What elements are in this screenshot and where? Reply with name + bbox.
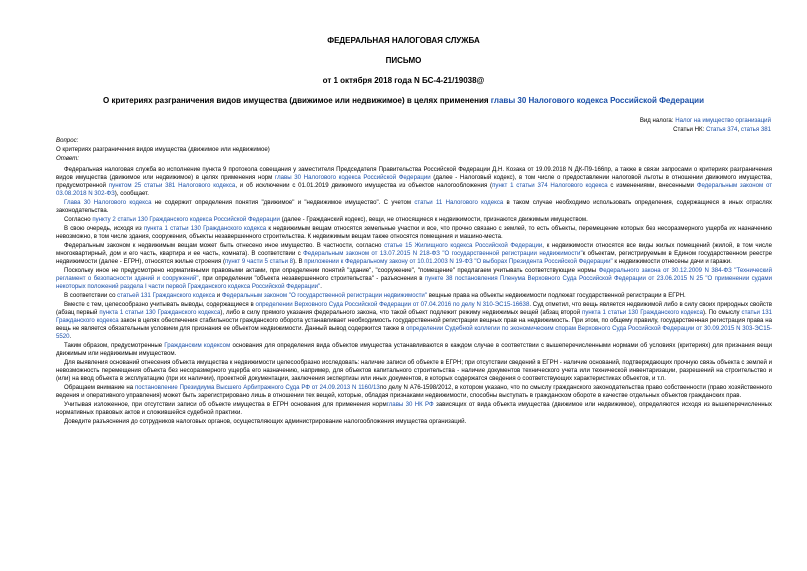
answer-label: Ответ: <box>56 155 79 162</box>
text: вещные права на объекты недвижимости подлежат государственной регистрации в ЕГРН. <box>427 292 686 299</box>
text: , к недвижимости относятся все виды жилых помещений (жилой, в том числе многоквартирный, дом и его часть, квартира и ее часть, комната). В соответствии с <box>56 242 772 257</box>
tax-type-link[interactable]: Налог на имущество организаций <box>675 117 771 124</box>
text: Федеральным законом к недвижимым вещам может быть отнесено иное имущество. В частности, согласно <box>64 242 385 249</box>
link-civil-130-p1[interactable]: пункта 1 статьи 130 Гражданского кодекса <box>582 309 703 316</box>
text: в таком случае необходимо использовать определения, содержащиеся в иных отраслях законодательства. <box>56 199 772 214</box>
text: Согласно <box>64 216 93 223</box>
paragraph-7 <box>56 292 772 300</box>
text: зависящих от вида объекта имущества (движимое или недвижимое), определяются исходя из вышеперечисленных нормативных правовых актов и сложившейся судебной практики. <box>56 401 772 416</box>
link-civil-130-p1[interactable]: пункта 1 статьи 130 Гражданского кодекса <box>143 225 267 232</box>
link-law-registration[interactable]: Федеральным законом "О государственной регистрации недвижимости" <box>221 292 427 299</box>
link-law-384fz[interactable]: Федерального закона от 30.12.2009 N 384-ФЗ "Технический регламент о безопасности зданий и сооружений" <box>56 267 772 282</box>
text: , при определении "объекта незавершенного строительства" - разъяснения в <box>198 275 425 282</box>
text: основания для определения вида объектов имущества устанавливаются в каждом случае в соответствии с вышеперечисленными нормами об условиях (критериях) для признания вещи движимым или недвижимым имуществом. <box>56 342 773 357</box>
text: к объектам, регистрируемым в Едином государственном реестре недвижимости (далее - ЕГРН), относятся жилые строения ( <box>56 250 772 265</box>
link-civil-130-p2[interactable]: пункту 2 статьи 130 Гражданского кодекса Российской Федерации <box>92 216 280 223</box>
link-art-11[interactable]: статьи 11 Налогового кодекса <box>414 199 504 206</box>
text: ). В <box>293 258 305 265</box>
articles-separator: , <box>737 126 741 133</box>
text: Для выявления оснований отнесения объекта имущества к недвижимости целесообразно исследовать: наличие записи об объекте в ЕГРН; при отсутствии сведений в ЕГРН - наличие оснований, подтверждающих прочную связь объекта с землей и невозможность перемещения объекта без несоразмерного ущерба его назначению, например, для объектов капитального строительства - наличие документов технического учета или технической инвентаризации, разрешений на строительство и (или) на ввод объекта в эксплуатацию (при их наличии), проектной документации, заключения экспертизы или иных документов, в которых содержатся сведения о соответствующих характеристиках объектов, и т.п. <box>56 359 772 382</box>
agency-name: ФЕДЕРАЛЬНАЯ НАЛОГОВАЯ СЛУЖБА <box>327 36 480 45</box>
text: к недвижимости отнесены дачи и гаражи. <box>612 258 732 265</box>
text: и <box>215 292 222 299</box>
link-art-374-p1[interactable]: пункт 1 статьи 374 Налогового кодекса <box>492 182 608 189</box>
link-chapter-30-nk[interactable]: главы 30 НК РФ <box>386 401 434 408</box>
question-text: О критериях разграничения видов имущества (движимое или недвижимое) <box>56 146 270 153</box>
paragraph-9 <box>56 342 772 358</box>
text: . Суд отметил, что вещь является недвижимой либо в силу своих природных свойств (абзац первый <box>56 301 772 316</box>
link-218fz-art8[interactable]: пункт 9 части 5 статьи 8 <box>224 258 294 265</box>
link-civil-130-p1[interactable]: пункта 1 статьи 130 Гражданского кодекса <box>99 309 221 316</box>
link-law-218fz[interactable]: Федеральным законом от 13.07.2015 N 218-ФЗ "О государственной регистрации недвижимости" <box>303 250 583 257</box>
paragraph-2 <box>56 199 772 215</box>
link-chapter-30[interactable]: главы 30 Налогового кодекса Российской Федерации <box>275 174 431 181</box>
letter-body <box>56 166 772 427</box>
text: ), либо в силу прямого указания федерального закона, что такой объект подлежит режиму недвижимых вещей (абзац второй <box>220 309 583 316</box>
text: Таким образом, предусмотренные <box>64 342 165 349</box>
text: Поскольку иное не предусмотрено нормативными правовыми актами, при определении понятий "здание", "сооружение", "помещение" предлагаем учитывать соответствующие нормы <box>64 267 599 274</box>
paragraph-6 <box>56 267 772 291</box>
text: Доведите разъяснения до сотрудников налоговых органов, осуществляющих администрирование налогообложения имущества организаций. <box>64 418 467 425</box>
text: не содержит определения понятия "движимое" и "недвижимое имущество". С учетом <box>151 199 415 206</box>
document-title-link[interactable]: главы 30 Налогового кодекса Российской Федерации <box>490 96 704 105</box>
document-title-text: О критериях разграничения видов имущества (движимое или недвижимое) в целях применения <box>103 96 491 105</box>
link-chapter-30[interactable]: Глава 30 Налогового кодекса <box>64 199 152 206</box>
text: к недвижимым вещам относятся земельные участки и все, что прочно связано с землей, то есть объекты, перемещение которых без несоразмерного ущерба их назначению невозможно, в том числе здания, сооружения, объекты незавершенного строительства. К недвижимым вещам также относятся помещения и машино-места. <box>56 225 772 240</box>
link-plenum-25[interactable]: пункте 38 постановления Пленума Верховного Суда Российской Федерации от 23.06.2015 N 25 "О применении судами некоторых положений раздела I части первой Гражданского кодекса Российской Федерации" <box>56 275 772 290</box>
tax-type-line <box>640 117 771 125</box>
text: Федеральная налоговая служба во исполнение пункта 9 протокола совещания у заместителя Председателя Правительства Российской Федерации Д.Н. Козака от 19.09.2018 N ДК-П9-166пр, а также в связи запросами о критериях разграничения видов имущества (движимое или недвижимое) в целях применения норм <box>56 166 772 181</box>
paragraph-4 <box>56 225 772 241</box>
article-374-link[interactable]: Статья 374 <box>705 126 738 133</box>
paragraph-13 <box>56 418 772 426</box>
tax-articles-line <box>673 126 771 134</box>
text: . <box>320 283 322 290</box>
text: В соответствии со <box>64 292 118 299</box>
link-civil-131[interactable]: статьи 131 Гражданского кодекса <box>56 309 772 324</box>
text: закон в целях обеспечения стабильности гражданского оборота устанавливает необходимость государственной регистрации вещных прав на недвижимость. При этом, по общему правилу, государственная регистрация права на вещь не является обязательным условием для признания ее объектом недвижимости. Данный вывод содержится также в <box>56 317 772 332</box>
document-date-number: от 1 октября 2018 года N БС-4-21/19038@ <box>322 76 485 85</box>
text: (далее - Гражданский кодекс), вещи, не относящиеся к недвижимости, признаются движимым имуществом. <box>279 216 588 223</box>
link-vs-ruling-2015[interactable]: определении Судебной коллегии по экономическим спорам Верховного Суда Российской Федерации от 30.09.2015 N 303-ЭС15-5520 <box>56 325 773 340</box>
text: Обращаем внимание на <box>64 384 135 391</box>
paragraph-10 <box>56 359 772 383</box>
text: ). По смыслу <box>703 309 742 316</box>
paragraph-3 <box>56 216 772 224</box>
question-label: Вопрос: <box>56 137 79 144</box>
document-title <box>0 96 807 106</box>
link-law-302fz[interactable]: Федеральным законом от 03.08.2018 N 302-ФЗ <box>56 182 773 197</box>
link-law-19fz[interactable]: приложении к Федеральному закону от 10.01.2003 N 19-ФЗ "О выборах Президента Российской Федерации" <box>304 258 613 265</box>
link-civil-code[interactable]: Гражданским кодексом <box>164 342 231 349</box>
link-housing-15[interactable]: статье 15 Жилищного кодекса Российской Федерации <box>384 242 543 249</box>
text: по делу N А76-1598/2012, в котором указано, что по смыслу гражданского законодательства право собственности (право хозяйственного ведения и оперативного управления) может быть зарегистрировано лишь в отношении тех вещей, которые, обладая признаками недвижимости, способны выступать в гражданском обороте в качестве отдельных объектов гражданских прав. <box>56 384 772 399</box>
paragraph-1 <box>56 166 772 198</box>
link-vs-ruling-2016[interactable]: определении Верховного Суда Российской Федерации от 07.04.2016 по делу N 310-ЭС15-16638 <box>255 301 530 308</box>
paragraph-5 <box>56 242 772 266</box>
text: В свою очередь, исходя из <box>64 225 144 232</box>
document-type: ПИСЬМО <box>385 56 422 65</box>
text: Вместе с тем, целесообразно учитывать выводы, содержащиеся в <box>64 301 256 308</box>
text: . <box>69 333 72 340</box>
text: , и об исключении с 01.01.2019 движимого имущества из объектов налогообложения ( <box>235 182 493 189</box>
tax-articles-label: Статьи НК: <box>673 126 706 133</box>
article-381-link[interactable]: статья 381 <box>740 126 771 133</box>
text: (далее - Налоговый кодекс), в том числе о предоставлении налоговой льготы в отношении движимого имущества, предусмотренной <box>56 174 772 189</box>
link-civil-131[interactable]: статьей 131 Гражданского кодекса <box>117 292 216 299</box>
paragraph-8 <box>56 301 772 341</box>
link-vas-ruling[interactable]: постановление Президиума Высшего Арбитражного Суда РФ от 24.09.2013 N 1160/13 <box>134 384 380 391</box>
paragraph-12 <box>56 401 772 417</box>
link-art-381-p25[interactable]: пунктом 25 статьи 381 Налогового кодекса <box>108 182 236 189</box>
text: ), сообщает. <box>114 190 149 197</box>
text: с изменениями, внесенными <box>607 182 697 189</box>
tax-type-label: Вид налога: <box>639 117 676 124</box>
paragraph-11 <box>56 384 772 400</box>
text: Учитывая изложенное, при отсутствии записи об объекте имущества в ЕГРН основания для применения норм <box>64 401 387 408</box>
